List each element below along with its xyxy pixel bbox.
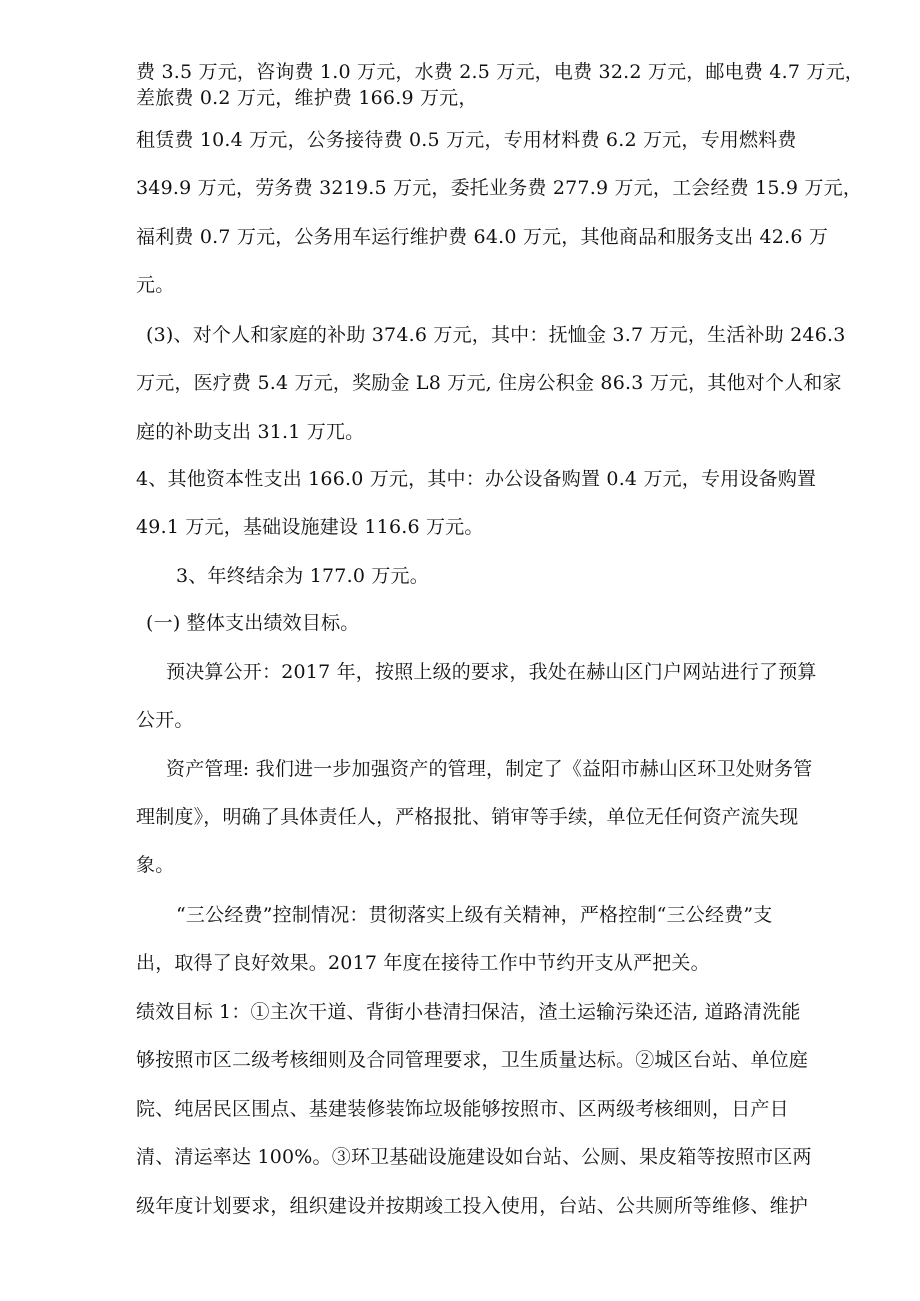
text-line-25: 级年度计划要求，组织建设并按期竣工投入使用，台站、公共厕所等维修、维护 [136,1195,809,1217]
text-line-24: 清、清运率达 100%。③环卫基础设施建设如台站、公厕、果皮箱等按照市区两 [136,1146,812,1168]
text-line-18: 象。 [136,854,175,876]
text-line-22: 够按照市区二级考核细则及合同管理要求，卫生质量达标。②城区台站、单位庭 [136,1049,809,1071]
text-line-14: 预决算公开：2017 年，按照上级的要求，我处在赫山区门户网站进行了预算 [166,661,817,683]
text-line-3: 租赁费 10.4 万元，公务接待费 0.5 万元，专用材料费 6.2 万元，专用燃料费 [136,129,797,151]
text-line-13: (一) 整体支出绩效目标。 [146,612,360,634]
text-line-5: 福利费 0.7 万元，公务用车运行维护费 64.0 万元，其他商品和服务支出 42.6 万 [136,226,829,248]
text-line-15: 公开。 [136,709,194,731]
text-line-16: 资产管理: 我们进一步加强资产的管理，制定了《益阳市赫山区环卫处财务管 [166,758,813,780]
text-line-6: 元。 [136,274,175,296]
text-line-17: 理制度》，明确了具体责任人，严格报批、销审等手续，单位无任何资产流失现 [136,806,799,828]
text-line-20: 出，取得了良好效果。2017 年度在接待工作中节约开支从严把关。 [136,952,710,974]
text-line-1: 费 3.5 万元，咨询费 1.0 万元，水费 2.5 万元，电费 32.2 万元，邮电费 4.7 万元， [136,61,864,83]
text-line-19: “三公经费”控制情况：贯彻落实上级有关精神，严格控制“三公经费”支 [176,904,773,926]
text-line-8: 万元，医疗费 5.4 万元，奖励金 L8 万元, 住房公积金 86.3 万元，其他对个人和家 [136,372,842,394]
text-line-12: 3、年终结余为 177.0 万元。 [176,565,429,587]
text-line-11: 49.1 万元，基础设施建设 116.6 万元。 [136,516,484,538]
text-line-4: 349.9 万元，劳务费 3219.5 万元，委托业务费 277.9 万元，工会经费 15.9 万元， [136,177,863,199]
text-line-10: 4、其他资本性支出 166.0 万元，其中：办公设备购置 0.4 万元，专用设备购置 [136,468,817,490]
text-line-7: (3)、对个人和家庭的补助 374.6 万元，其中：抚恤金 3.7 万元，生活补助 246.3 [146,324,846,346]
text-line-23: 院、纯居民区围点、基建装修装饰垃圾能够按照市、区两级考核细则，日产日 [136,1098,789,1120]
text-line-21: 绩效目标 1：①主次干道、背街小巷清扫保洁，渣土运输污染还洁, 道路清洗能 [136,1001,801,1023]
text-line-2: 差旅费 0.2 万元，维护费 166.9 万元， [136,87,478,109]
text-line-9: 庭的补助支出 31.1 万兀。 [136,421,365,443]
